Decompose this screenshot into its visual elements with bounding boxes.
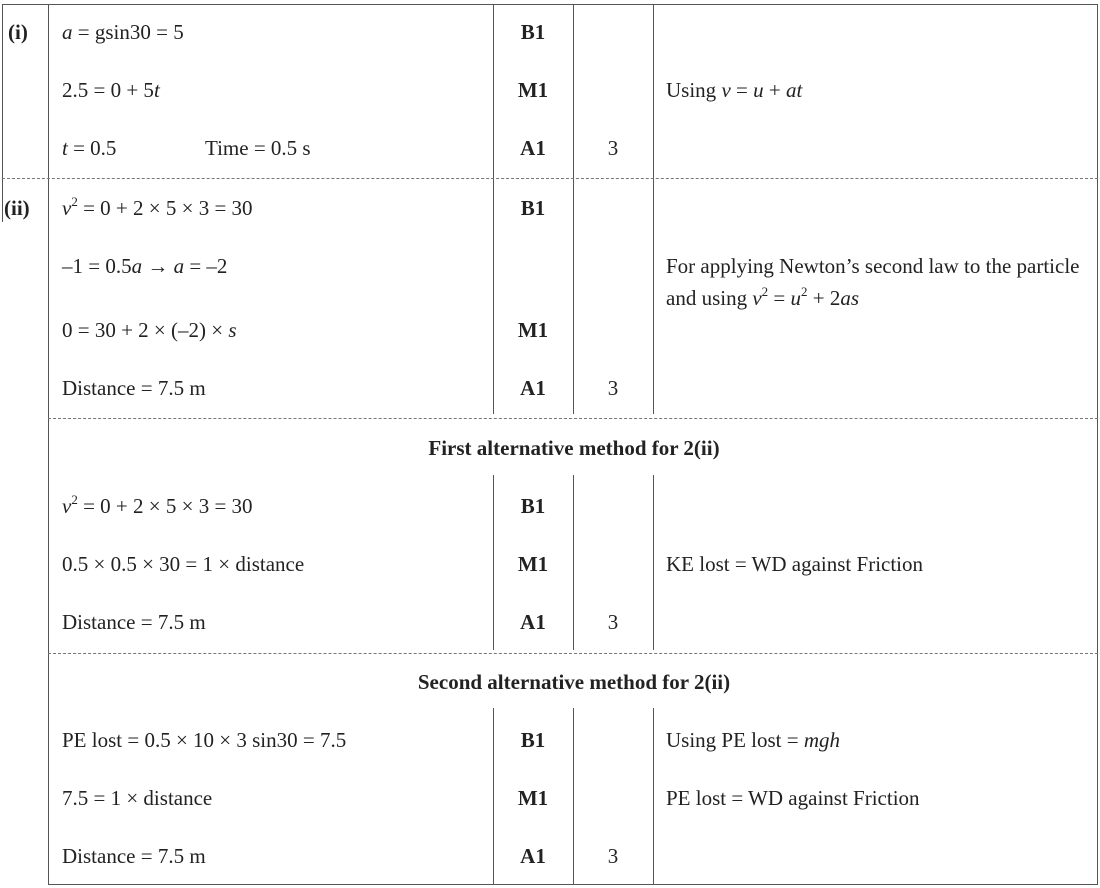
mark-alt2-2: M1 <box>517 786 549 810</box>
separator-alt-2 <box>48 653 1098 654</box>
working-alt1-2: 0.5 × 0.5 × 30 = 1 × distance <box>62 552 305 576</box>
working-i-2: 2.5 = 0 + 5t <box>62 78 160 102</box>
guidance-ii-3: For applying Newton’s second law to the particle and using $v^2 = u^2 + 2as$ <box>666 254 1080 310</box>
mark-alt1-3: A1 <box>520 610 546 634</box>
mark-ii-1: B1 <box>520 196 546 220</box>
total-alt1: 3 <box>607 610 619 634</box>
working-ii-2: –1 = 0.5a → a = –2 <box>62 254 228 278</box>
part-label-i: (i) <box>8 20 28 44</box>
guidance-alt1-2: KE lost = WD against Friction <box>666 552 924 576</box>
working-ii-1: $v^2 = 0 + 2 \times 5 \times 3 = 30$ <box>62 194 253 220</box>
working-alt1-3: Distance = 7.5 m <box>62 610 206 634</box>
part-label-ii: (ii) <box>4 196 30 220</box>
mark-alt1-2: M1 <box>517 552 549 576</box>
alt-heading-2: Second alternative method for 2(ii) <box>417 670 731 694</box>
working-ii-3: 0 = 30 + 2 × (–2) × s <box>62 318 237 342</box>
mark-ii-3: M1 <box>517 318 549 342</box>
table-bottom-border <box>48 884 1098 885</box>
mark-i-3: A1 <box>520 136 546 160</box>
alt-heading-1: First alternative method for 2(ii) <box>428 436 720 460</box>
left-border <box>2 4 3 222</box>
guidance-alt2-2: PE lost = WD against Friction <box>666 786 920 810</box>
working-i-1: a = gsin30 = 5 <box>62 20 184 44</box>
guidance-column-divider-c <box>653 708 654 884</box>
mark-alt2-1: B1 <box>520 728 546 752</box>
working-alt1-1: $v^2 = 0 + 2 \times 5 \times 3 = 30$ <box>62 492 253 518</box>
total-ii: 3 <box>607 376 619 400</box>
working-i-3-extra: Time = 0.5 s <box>205 136 311 160</box>
total-i: 3 <box>607 136 619 160</box>
separator-alt-1 <box>48 418 1098 419</box>
mark-i-1: B1 <box>520 20 546 44</box>
working-ii-4: Distance = 7.5 m <box>62 376 206 400</box>
mark-alt1-1: B1 <box>520 494 546 518</box>
mark-ii-4: A1 <box>520 376 546 400</box>
guidance-column-divider-a <box>653 4 654 414</box>
mark-alt2-3: A1 <box>520 844 546 868</box>
total-alt2: 3 <box>607 844 619 868</box>
working-alt2-2: 7.5 = 1 × distance <box>62 786 213 810</box>
mark-i-2: M1 <box>517 78 549 102</box>
guidance-alt2-1: Using PE lost = mgh <box>666 728 841 752</box>
working-alt2-3: Distance = 7.5 m <box>62 844 206 868</box>
guidance-column-divider-b <box>653 475 654 650</box>
guidance-i-2: Using v = u + at <box>666 78 803 102</box>
working-i-3: t = 0.5 <box>62 136 117 160</box>
table-top-border <box>2 4 1098 5</box>
separator-part-ii <box>2 178 1098 179</box>
total-column-divider-a <box>573 4 574 414</box>
working-alt2-1: PE lost = 0.5 × 10 × 3 sin30 = 7.5 <box>62 728 347 752</box>
